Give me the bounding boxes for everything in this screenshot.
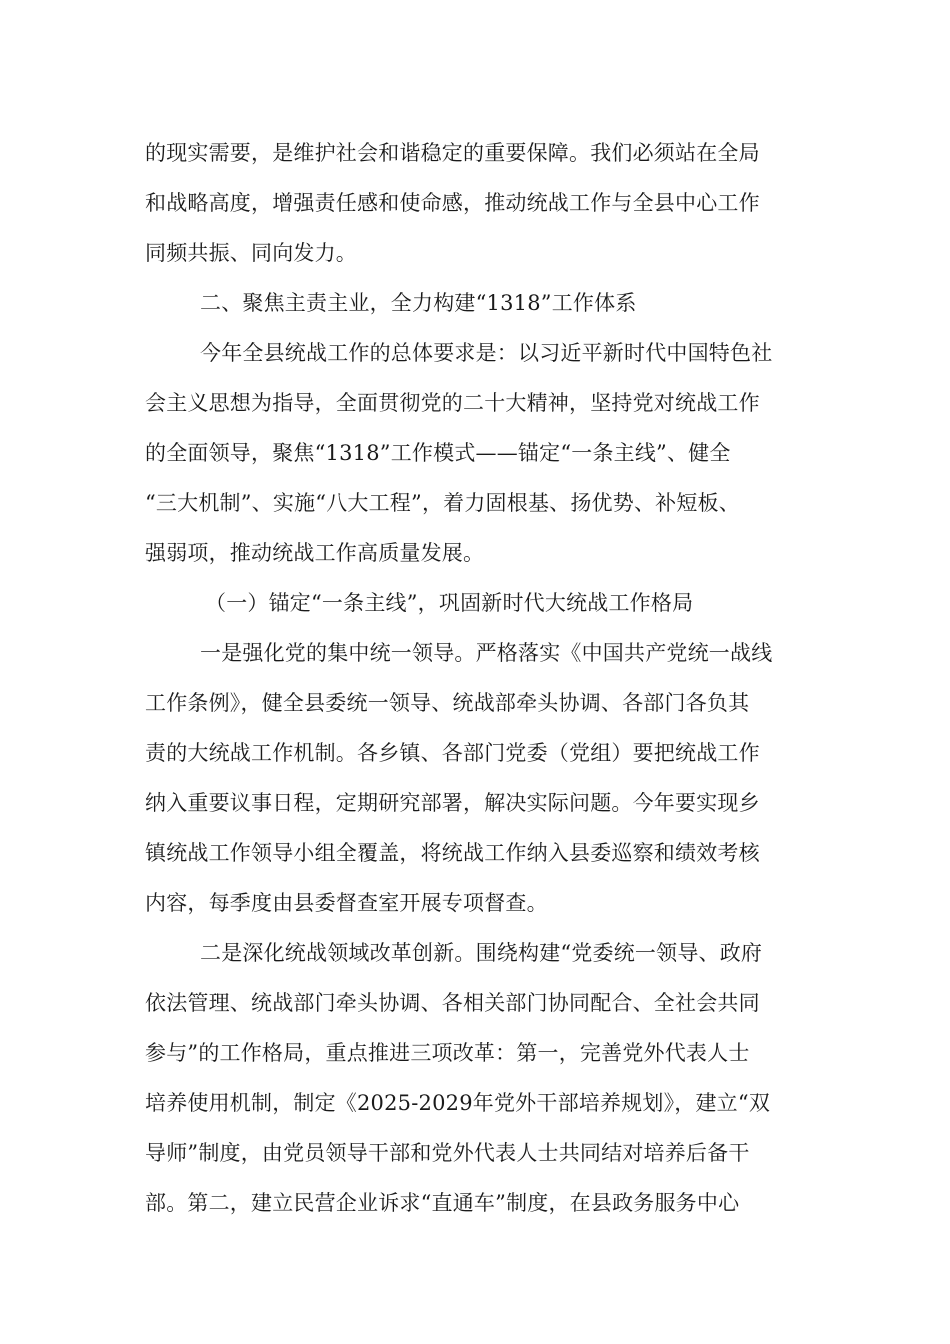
text-line: 纳入重要议事日程，定期研究部署，解决实际问题。今年要实现乡 (145, 791, 760, 815)
text-line: 镇统战工作领导小组全覆盖，将统战工作纳入县委巡察和绩效考核 (145, 841, 760, 865)
text-line: 一是强化党的集中统一领导。严格落实《中国共产党统一战线 (200, 641, 773, 665)
text-line: 今年全县统战工作的总体要求是：以习近平新时代中国特色社 (200, 341, 773, 365)
text-line: 和战略高度，增强责任感和使命感，推动统战工作与全县中心工作 (145, 191, 760, 215)
subsection-heading: （一）锚定“一条主线”，巩固新时代大统战工作格局 (205, 591, 694, 615)
text-line: 同频共振、同向发力。 (145, 241, 357, 265)
text-line: 参与”的工作格局，重点推进三项改革：第一，完善党外代表人士 (145, 1041, 750, 1065)
text-line: 的全面领导，聚焦“1318”工作模式——锚定“一条主线”、健全 (145, 441, 731, 465)
text-line: “三大机制”、实施“八大工程”，着力固根基、扬优势、补短板、 (145, 491, 740, 515)
text-line: 责的大统战工作机制。各乡镇、各部门党委（党组）要把统战工作 (145, 741, 760, 765)
text-line: 导师”制度，由党员领导干部和党外代表人士共同结对培养后备干 (145, 1141, 750, 1165)
text-line: 强弱项，推动统战工作高质量发展。 (145, 541, 485, 565)
text-line: 会主义思想为指导，全面贯彻党的二十大精神，坚持党对统战工作 (145, 391, 760, 415)
text-line: 二是深化统战领域改革创新。围绕构建“党委统一领导、政府 (200, 941, 763, 965)
text-line: 工作条例》，健全县委统一领导、统战部牵头协调、各部门各负其 (145, 691, 750, 715)
section-heading: 二、聚焦主责主业，全力构建“1318”工作体系 (200, 291, 637, 315)
text-line: 依法管理、统战部门牵头协调、各相关部门协同配合、全社会共同 (145, 991, 760, 1015)
text-line: 的现实需要，是维护社会和谐稳定的重要保障。我们必须站在全局 (145, 141, 760, 165)
text-line: 内容，每季度由县委督查室开展专项督查。 (145, 891, 548, 915)
text-line: 部。第二，建立民营企业诉求“直通车”制度，在县政务服务中心 (145, 1191, 740, 1215)
text-line: 培养使用机制，制定《2025-2029年党外干部培养规划》，建立“双 (145, 1091, 771, 1115)
